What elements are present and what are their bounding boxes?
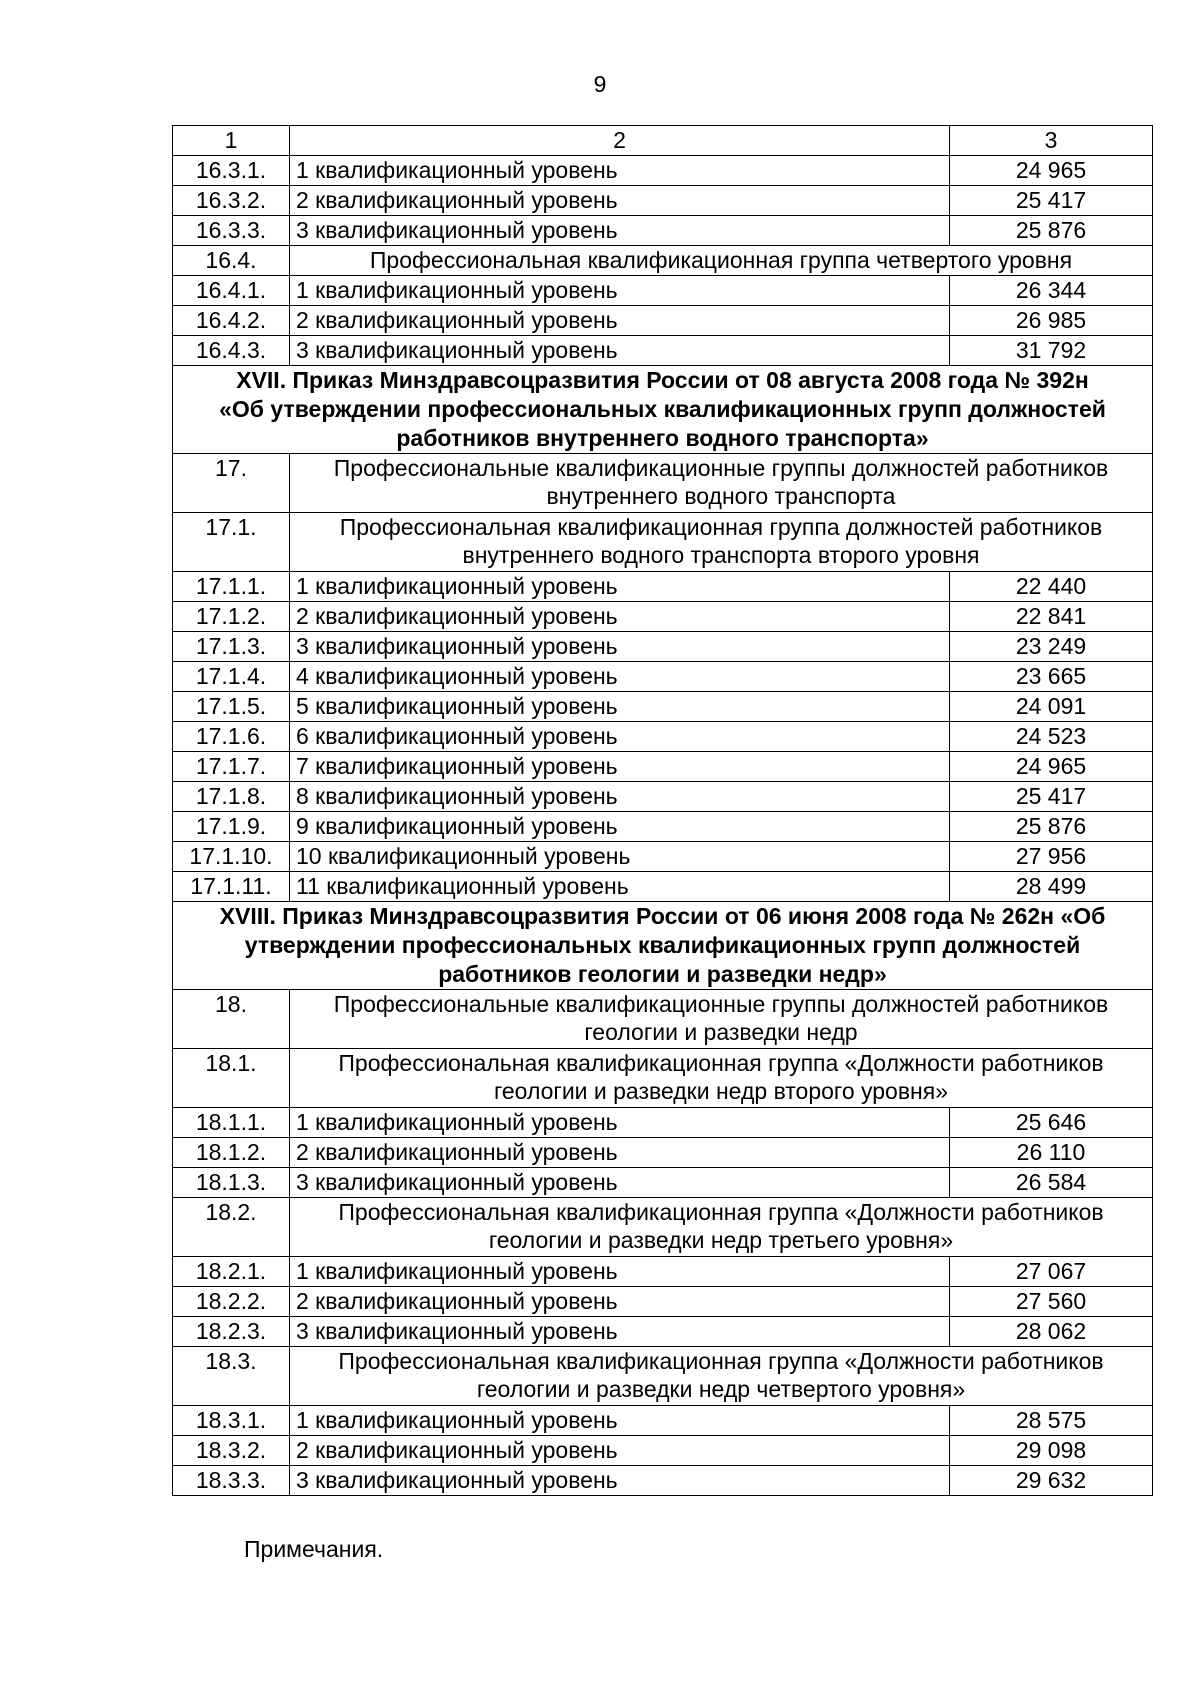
row-description: 7 квалификационный уровень bbox=[290, 752, 950, 782]
table-row bbox=[173, 602, 1153, 632]
table-row bbox=[173, 1257, 1153, 1287]
table-row bbox=[173, 692, 1153, 722]
row-number: 17.1.11. bbox=[173, 872, 290, 902]
group-number: 17. bbox=[173, 454, 290, 513]
group-number: 18.1. bbox=[173, 1049, 290, 1108]
row-value: 24 091 bbox=[950, 692, 1153, 722]
row-description: 3 квалификационный уровень bbox=[290, 632, 950, 662]
row-number: 17.1.9. bbox=[173, 812, 290, 842]
row-number: 18.2.1. bbox=[173, 1257, 290, 1287]
column-header: 1 bbox=[173, 126, 290, 156]
row-value: 28 499 bbox=[950, 872, 1153, 902]
row-value: 26 110 bbox=[950, 1138, 1153, 1168]
row-value: 24 965 bbox=[950, 156, 1153, 186]
row-description: 9 квалификационный уровень bbox=[290, 812, 950, 842]
row-description: 1 квалификационный уровень bbox=[290, 276, 950, 306]
group-row bbox=[173, 454, 1153, 513]
row-number: 18.2.2. bbox=[173, 1287, 290, 1317]
table-row bbox=[173, 812, 1153, 842]
row-value: 22 440 bbox=[950, 572, 1153, 602]
row-number: 16.4.1. bbox=[173, 276, 290, 306]
row-description: 8 квалификационный уровень bbox=[290, 782, 950, 812]
section-heading-row bbox=[173, 366, 1153, 454]
table-body bbox=[173, 126, 1153, 1496]
group-title: Профессиональная квалификационная группа четвертого уровня bbox=[290, 246, 1153, 276]
row-number: 17.1.5. bbox=[173, 692, 290, 722]
table-row bbox=[173, 1108, 1153, 1138]
group-row bbox=[173, 1347, 1153, 1406]
row-number: 16.4.3. bbox=[173, 336, 290, 366]
row-number: 16.4.2. bbox=[173, 306, 290, 336]
row-value: 23 249 bbox=[950, 632, 1153, 662]
table-row bbox=[173, 276, 1153, 306]
row-description: 1 квалификационный уровень bbox=[290, 1108, 950, 1138]
section-heading: XVIII. Приказ Минздравсоцразвития России от 06 июня 2008 года № 262н «Об утверждении профессиональных квалификационных групп должностей работников геологии и разведки недр» bbox=[173, 902, 1153, 990]
row-number: 17.1.4. bbox=[173, 662, 290, 692]
row-description: 3 квалификационный уровень bbox=[290, 1317, 950, 1347]
row-value: 27 560 bbox=[950, 1287, 1153, 1317]
salary-table bbox=[172, 125, 1153, 1496]
section-heading-row bbox=[173, 902, 1153, 990]
row-number: 17.1.7. bbox=[173, 752, 290, 782]
table-row bbox=[173, 752, 1153, 782]
group-number: 18. bbox=[173, 990, 290, 1049]
section-heading: XVII. Приказ Минздравсоцразвития России от 08 августа 2008 года № 392н «Об утверждении профессиональных квалификационных групп должностей работников внутреннего водного транспорта» bbox=[173, 366, 1153, 454]
group-title: Профессиональная квалификационная группа «Должности работников геологии и разведки недр второго уровня» bbox=[290, 1049, 1153, 1108]
row-description: 3 квалификационный уровень bbox=[290, 216, 950, 246]
table-row bbox=[173, 1168, 1153, 1198]
row-value: 28 062 bbox=[950, 1317, 1153, 1347]
row-value: 25 876 bbox=[950, 812, 1153, 842]
group-row bbox=[173, 1049, 1153, 1108]
row-number: 16.3.2. bbox=[173, 186, 290, 216]
group-number: 18.2. bbox=[173, 1198, 290, 1257]
row-value: 29 098 bbox=[950, 1436, 1153, 1466]
row-description: 2 квалификационный уровень bbox=[290, 1287, 950, 1317]
page-number: 9 bbox=[593, 71, 607, 97]
row-value: 25 646 bbox=[950, 1108, 1153, 1138]
table-row bbox=[173, 1466, 1153, 1496]
row-value: 29 632 bbox=[950, 1466, 1153, 1496]
row-number: 18.1.2. bbox=[173, 1138, 290, 1168]
row-number: 16.3.1. bbox=[173, 156, 290, 186]
row-description: 2 квалификационный уровень bbox=[290, 306, 950, 336]
row-number: 17.1.6. bbox=[173, 722, 290, 752]
group-title: Профессиональные квалификационные группы должностей работников внутреннего водного транспорта bbox=[290, 454, 1153, 513]
group-title: Профессиональная квалификационная группа должностей работников внутреннего водного транспорта второго уровня bbox=[290, 513, 1153, 572]
row-value: 25 417 bbox=[950, 782, 1153, 812]
row-value: 24 523 bbox=[950, 722, 1153, 752]
row-description: 3 квалификационный уровень bbox=[290, 1466, 950, 1496]
group-number: 18.3. bbox=[173, 1347, 290, 1406]
row-description: 3 квалификационный уровень bbox=[290, 336, 950, 366]
table-row bbox=[173, 632, 1153, 662]
group-row bbox=[173, 1198, 1153, 1257]
row-value: 23 665 bbox=[950, 662, 1153, 692]
table-row bbox=[173, 662, 1153, 692]
row-value: 28 575 bbox=[950, 1406, 1153, 1436]
row-description: 2 квалификационный уровень bbox=[290, 602, 950, 632]
row-number: 17.1.1. bbox=[173, 572, 290, 602]
group-number: 16.4. bbox=[173, 246, 290, 276]
row-description: 1 квалификационный уровень bbox=[290, 156, 950, 186]
row-value: 26 584 bbox=[950, 1168, 1153, 1198]
row-description: 6 квалификационный уровень bbox=[290, 722, 950, 752]
row-number: 18.2.3. bbox=[173, 1317, 290, 1347]
row-value: 26 985 bbox=[950, 306, 1153, 336]
table-row bbox=[173, 1436, 1153, 1466]
row-description: 2 квалификационный уровень bbox=[290, 1436, 950, 1466]
row-value: 31 792 bbox=[950, 336, 1153, 366]
table-header-row bbox=[173, 126, 1153, 156]
table-row bbox=[173, 156, 1153, 186]
row-number: 17.1.3. bbox=[173, 632, 290, 662]
row-description: 4 квалификационный уровень bbox=[290, 662, 950, 692]
row-number: 18.1.1. bbox=[173, 1108, 290, 1138]
row-value: 25 876 bbox=[950, 216, 1153, 246]
row-value: 27 956 bbox=[950, 842, 1153, 872]
table-row bbox=[173, 336, 1153, 366]
row-value: 24 965 bbox=[950, 752, 1153, 782]
group-row bbox=[173, 246, 1153, 276]
row-description: 5 квалификационный уровень bbox=[290, 692, 950, 722]
row-value: 27 067 bbox=[950, 1257, 1153, 1287]
table-row bbox=[173, 1317, 1153, 1347]
row-description: 1 квалификационный уровень bbox=[290, 572, 950, 602]
row-number: 18.1.3. bbox=[173, 1168, 290, 1198]
group-title: Профессиональная квалификационная группа «Должности работников геологии и разведки недр третьего уровня» bbox=[290, 1198, 1153, 1257]
row-number: 16.3.3. bbox=[173, 216, 290, 246]
group-number: 17.1. bbox=[173, 513, 290, 572]
row-number: 17.1.10. bbox=[173, 842, 290, 872]
table-row bbox=[173, 306, 1153, 336]
row-number: 18.3.3. bbox=[173, 1466, 290, 1496]
row-description: 10 квалификационный уровень bbox=[290, 842, 950, 872]
row-description: 11 квалификационный уровень bbox=[290, 872, 950, 902]
group-row bbox=[173, 513, 1153, 572]
group-title: Профессиональные квалификационные группы должностей работников геологии и разведки недр bbox=[290, 990, 1153, 1049]
group-title: Профессиональная квалификационная группа «Должности работников геологии и разведки недр четвертого уровня» bbox=[290, 1347, 1153, 1406]
table-row bbox=[173, 1287, 1153, 1317]
group-row bbox=[173, 990, 1153, 1049]
column-header: 3 bbox=[950, 126, 1153, 156]
row-number: 18.3.1. bbox=[173, 1406, 290, 1436]
row-description: 2 квалификационный уровень bbox=[290, 186, 950, 216]
notes-label: Примечания. bbox=[244, 1536, 384, 1562]
row-description: 3 квалификационный уровень bbox=[290, 1168, 950, 1198]
table-row bbox=[173, 1138, 1153, 1168]
row-number: 17.1.2. bbox=[173, 602, 290, 632]
column-header: 2 bbox=[290, 126, 950, 156]
row-value: 22 841 bbox=[950, 602, 1153, 632]
table-row bbox=[173, 1406, 1153, 1436]
row-value: 25 417 bbox=[950, 186, 1153, 216]
row-number: 18.3.2. bbox=[173, 1436, 290, 1466]
row-description: 2 квалификационный уровень bbox=[290, 1138, 950, 1168]
table-row bbox=[173, 572, 1153, 602]
row-description: 1 квалификационный уровень bbox=[290, 1406, 950, 1436]
table-row bbox=[173, 186, 1153, 216]
table-row bbox=[173, 872, 1153, 902]
table-row bbox=[173, 216, 1153, 246]
row-description: 1 квалификационный уровень bbox=[290, 1257, 950, 1287]
table-row bbox=[173, 722, 1153, 752]
row-value: 26 344 bbox=[950, 276, 1153, 306]
table-row bbox=[173, 782, 1153, 812]
table-row bbox=[173, 842, 1153, 872]
row-number: 17.1.8. bbox=[173, 782, 290, 812]
